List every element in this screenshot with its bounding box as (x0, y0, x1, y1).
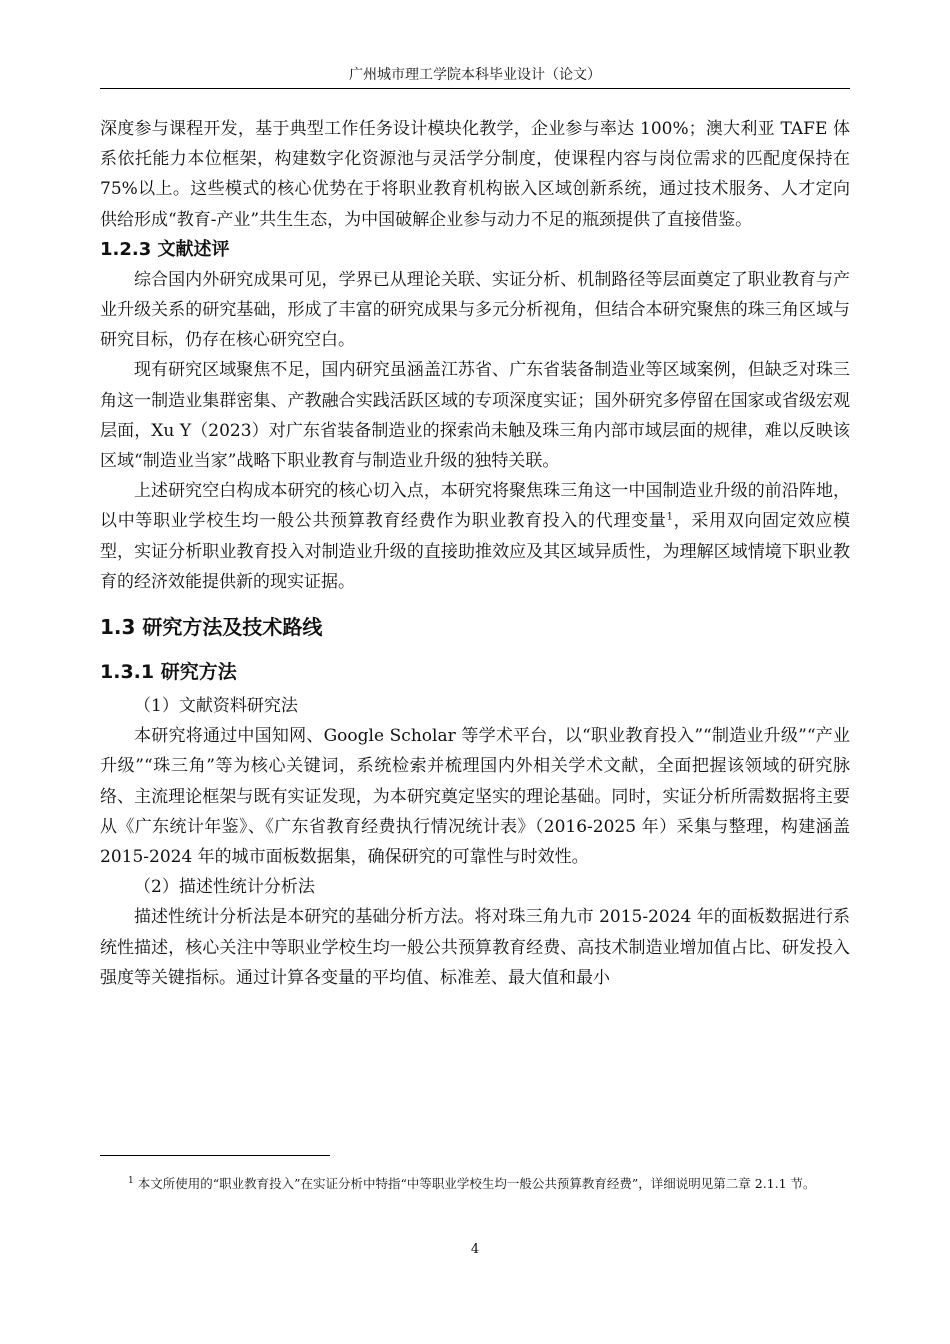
paragraph-literature-method: 本研究将通过中国知网、Google Scholar 等学术平台，以“职业教育投入”“制造业升级”“产业升级”“珠三角”等为核心关键词，系统检索并梳理国内外相关学术文献，全面把握该领域的研究脉络、主流理论框架与既有实证发现，为本研究奠定坚实的理论基础。同时，实证分析所需数据将主要从《广东统计年鉴》、《广东省教育经费执行情况统计表》（2016-2025 年）采集与整理，构建涵盖 2015-2024 年的城市面板数据集，确保研究的可靠性与时效性。 (100, 726, 850, 868)
footnote-mark: 1 (128, 1175, 134, 1186)
method-label-literature: （1）文献资料研究法 (134, 696, 298, 717)
paragraph-entry-point (100, 476, 850, 597)
paragraph-entry-point-text-a: 上述研究空白构成本研究的核心切入点，本研究将聚焦珠三角这一中国制造业升级的前沿阵地，以中等职业学校生均一般公共预算教育经费作为职业教育投入的代理变量 (100, 481, 850, 532)
main-content (100, 114, 850, 993)
footnote-text: 本文所使用的“职业教育投入”在实证分析中特指“中等职业学校生均一般公共预算教育经费”，详细说明见第二章 2.1.1 节。 (133, 1176, 816, 1191)
page-number: 4 (470, 1242, 480, 1257)
paragraph-research-gap: 现有研究区域聚焦不足，国内研究虽涵盖江苏省、广东省装备制造业等区域案例，但缺乏对珠三角这一制造业集群密集、产教融合实践活跃区域的专项深度实证；国外研究多停留在国家或省级宏观层面，Xu Y（2023）对广东省装备制造业的探索尚未触及珠三角内部市域层面的规律，难以反映该区域“制造业当家”战略下职业教育与制造业升级的独特关联。 (100, 360, 850, 472)
paragraph-entry-point-text-b: ，采用双向固定效应模型，实证分析职业教育投入对制造业升级的直接助推效应及其区域异质性，为理解区域情境下职业教育的经济效能提供新的现实证据。 (100, 511, 851, 592)
footnote (100, 1170, 850, 1198)
paragraph-continuation: 深度参与课程开发，基于典型工作任务设计模块化教学，企业参与率达 100%；澳大利亚 TAFE 体系依托能力本位框架，构建数字化资源池与灵活学分制度，使课程内容与岗位需求的匹配度保持在 75%以上。这些模式的核心优势在于将职业教育机构嵌入区域创新系统，通过技术服务、人才定向供给形成“教育-产业”共生生态，为中国破解企业参与动力不足的瓶颈提供了直接借鉴。 (100, 119, 850, 230)
method-label-descriptive: （2）描述性统计分析法 (134, 877, 315, 898)
footnote-divider (100, 1155, 330, 1156)
paragraph-descriptive-method: 描述性统计分析法是本研究的基础分析方法。将对珠三角九市 2015-2024 年的面板数据进行系统性描述，核心关注中等职业学校生均一般公共预算教育经费、高技术制造业增加值占比、研发投入强度等关键指标。通过计算各变量的平均值、标准差、最大值和最小 (100, 907, 850, 988)
section-heading-1-3-1: 1.3.1 研究方法 (100, 661, 237, 684)
section-heading-1-3: 1.3 研究方法及技术路线 (100, 615, 323, 640)
footnote-reference[interactable]: 1 (666, 511, 673, 523)
paragraph-review-summary: 综合国内外研究成果可见，学界已从理论关联、实证分析、机制路径等层面奠定了职业教育与产业升级关系的研究基础，形成了丰富的研究成果与多元分析视角，但结合本研究聚焦的珠三角区域与研究目标，仍存在核心研究空白。 (100, 269, 850, 351)
section-heading-1-2-3: 1.2.3 文献述评 (100, 238, 230, 260)
page-header: 广州城市理工学院本科毕业设计（论文） (100, 64, 850, 89)
